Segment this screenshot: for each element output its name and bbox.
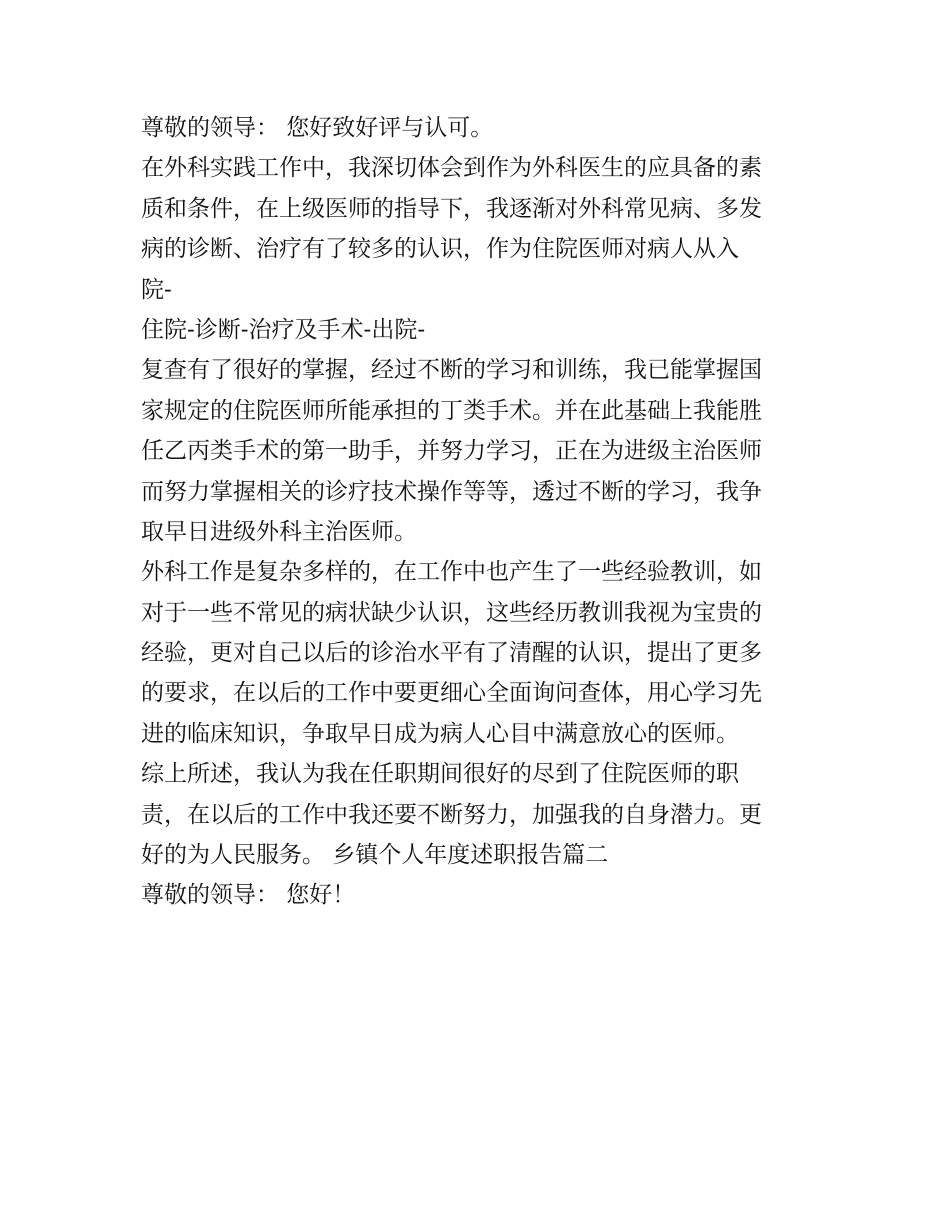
text-line: 综上所述，我认为我在任职期间很好的尽到了住院医师的职 (141, 761, 739, 788)
text-line: 复查有了很好的掌握，经过不断的学习和训练，我已能掌握国 (141, 357, 762, 384)
text-line: 病的诊断、治疗有了较多的认识，作为住院医师对病人从入 (141, 236, 739, 263)
text-line: 尊敬的领导： 您好致好评与认可。 (141, 115, 494, 141)
text-line: 住院-诊断-治疗及手术-出院- (141, 316, 426, 343)
text-line: 外科工作是复杂多样的，在工作中也产生了一些经验教训，如 (141, 559, 762, 586)
text-line: 家规定的住院医师所能承担的丁类手术。并在此基础上我能胜 (141, 397, 762, 424)
text-line: 尊敬的领导： 您好！ (141, 882, 356, 909)
text-line: 在外科实践工作中，我深切体会到作为外科医生的应具备的素 (141, 155, 762, 182)
text-line: 院- (141, 276, 172, 303)
text-line: 进的临床知识，争取早日成为病人心目中满意放心的医师。 (141, 720, 739, 747)
text-line: 好的为人民服务。 乡镇个人年度述职报告篇二 (141, 842, 609, 869)
text-line: 责，在以后的工作中我还要不断努力，加强我的自身潜力。更 (141, 801, 762, 828)
text-line: 经验，更对自己以后的诊治水平有了清醒的认识，提出了更多 (141, 640, 762, 667)
text-line: 而努力掌握相关的诊疗技术操作等等，透过不断的学习，我争 (141, 478, 762, 505)
text-line: 任乙丙类手术的第一助手，并努力学习，正在为进级主治医师 (141, 438, 762, 465)
text-line: 取早日进级外科主治医师。 (141, 518, 417, 545)
document-body (141, 108, 821, 916)
text-line: 质和条件，在上级医师的指导下，我逐渐对外科常见病、多发 (141, 195, 762, 222)
text-line: 对于一些不常见的病状缺少认识，这些经历教训我视为宝贵的 (141, 599, 762, 626)
text-line: 的要求，在以后的工作中要更细心全面询问查体，用心学习先 (141, 680, 762, 707)
